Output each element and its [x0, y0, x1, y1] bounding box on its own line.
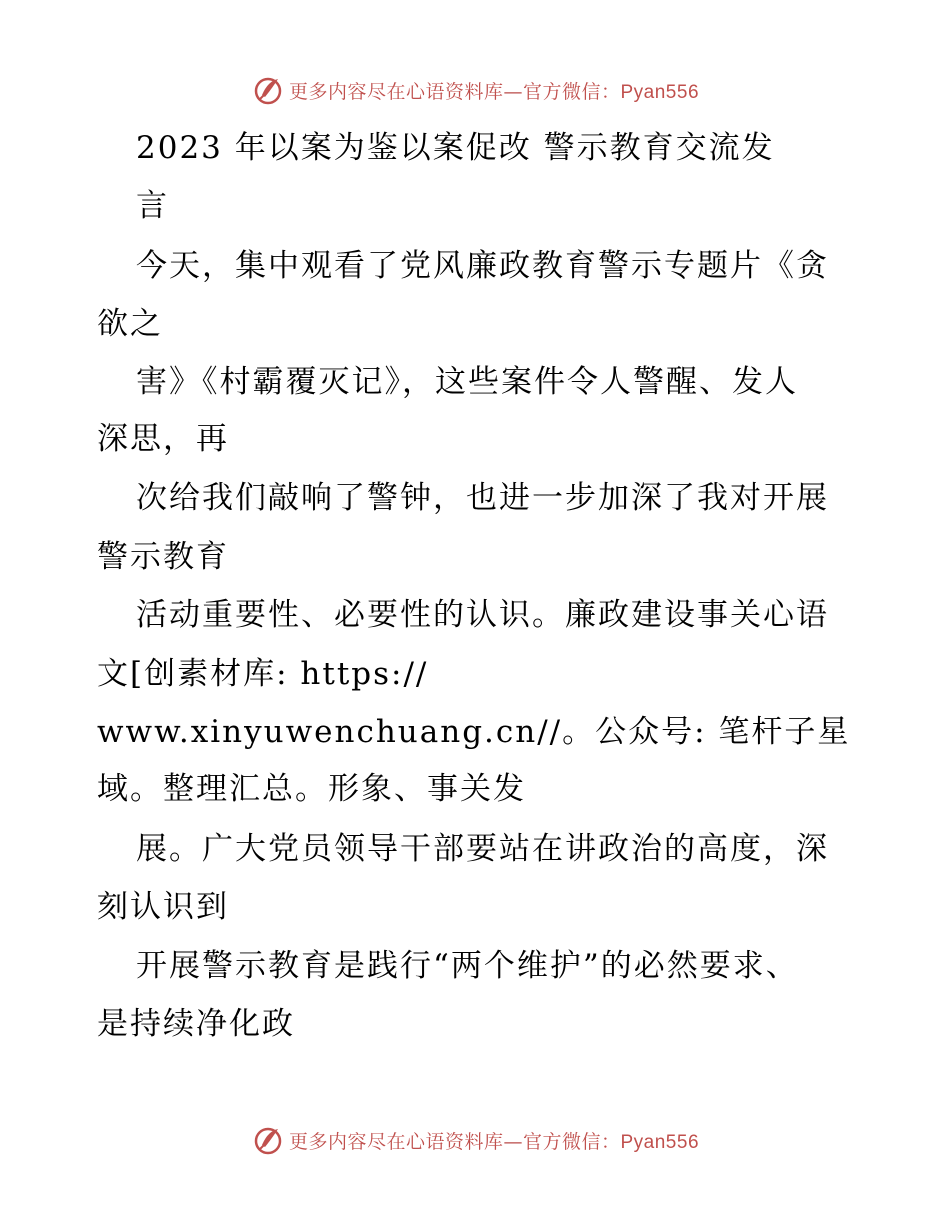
watermark-brand: 更多内容尽在心语资料库 [288, 80, 504, 103]
doc-line: 刻认识到 [97, 889, 229, 925]
doc-line: 次给我们敲响了警钟，也进一步加深了我对开展 [136, 480, 829, 516]
doc-line: 域。整理汇总。形象、事关发 [97, 771, 526, 807]
doc-line: 开展警示教育是践行“两个维护”的必然要求、 [136, 948, 799, 984]
watermark-text [289, 1127, 699, 1154]
watermark-wechat-label: 官方微信： [522, 1130, 621, 1153]
watermark-wechat-label: 官方微信： [522, 80, 621, 103]
watermark-dash: — [503, 80, 523, 103]
brand-logo-icon [251, 1123, 285, 1157]
watermark-wechat-id: Pyan556 [620, 81, 700, 103]
doc-line: 深思，再 [97, 421, 229, 457]
watermark-text [289, 77, 699, 104]
watermark-dash: — [503, 1130, 523, 1153]
doc-line: 文[创素材库: https:// [97, 656, 429, 692]
watermark-brand: 更多内容尽在心语资料库 [288, 1130, 504, 1153]
doc-line: 展。广大党员领导干部要站在讲政治的高度，深 [136, 831, 829, 867]
doc-line: 今天，集中观看了党风廉政教育警示专题片《贪 [136, 248, 829, 284]
footer-watermark [0, 1120, 950, 1160]
doc-title-line-2: 言 [136, 188, 169, 224]
doc-line: 欲之 [97, 306, 163, 342]
watermark-wechat-id: Pyan556 [620, 1131, 700, 1153]
doc-line: 警示教育 [97, 539, 229, 575]
doc-line: 害》《村霸覆灭记》，这些案件令人警醒、发人 [136, 364, 798, 400]
doc-line: www.xinyuwenchuang.cn//。公众号: 笔杆子星 [97, 714, 851, 750]
brand-logo-icon [251, 73, 285, 107]
header-watermark [0, 70, 950, 110]
doc-line: 活动重要性、必要性的认识。廉政建设事关心语 [136, 597, 829, 633]
doc-title-line-1: 2023 年以案为鉴以案促改 警示教育交流发 [136, 130, 775, 166]
doc-line: 是持续净化政 [97, 1006, 295, 1042]
